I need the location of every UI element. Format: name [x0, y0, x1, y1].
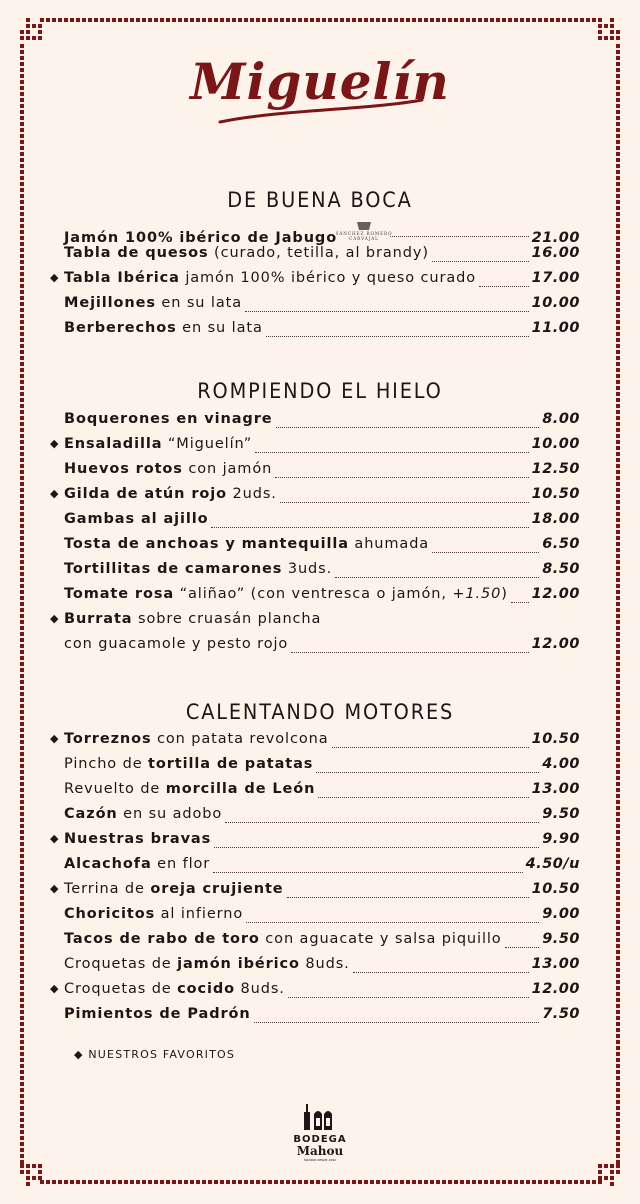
menu-item-price: 17.00 [531, 270, 580, 286]
dot-leader [291, 651, 528, 653]
menu-item-name [64, 881, 284, 897]
menu-item-price: 10.50 [531, 881, 580, 897]
dot-leader [245, 310, 529, 312]
menu-item-text: Tortillitas de camarones [64, 561, 283, 577]
menu-item-name [64, 636, 288, 652]
menu-item-text: Choricitos [64, 906, 156, 922]
dot-leader [335, 576, 539, 578]
menu-item-text: en su adobo [117, 806, 223, 822]
menu-item-text: Gambas al ajillo [64, 511, 209, 527]
favorite-diamond-icon: ◆ [50, 612, 60, 625]
section-title-calentando-motores: CALENTANDO MOTORES [185, 700, 455, 724]
menu-item-text: en su lata [155, 295, 242, 311]
menu-item-text: tortilla de patatas [148, 756, 314, 772]
menu-item-text: jamón ibérico [177, 956, 300, 972]
dot-leader [332, 746, 529, 748]
dot-leader [211, 526, 528, 528]
menu-item-name [64, 956, 350, 972]
sponsor-logo [290, 1102, 350, 1162]
menu-item-name [64, 536, 429, 552]
menu-item [50, 486, 580, 508]
menu-item-text: 8uds. [235, 981, 285, 997]
menu-item-text: Mejillones [64, 295, 156, 311]
menu-item-text: Tosta de anchoas y mantequilla [64, 536, 349, 552]
menu-item-price: 4.50/u [525, 856, 580, 872]
menu-item-name [64, 436, 252, 452]
dot-leader [213, 871, 522, 873]
dot-leader [280, 501, 529, 503]
menu-item-price: 9.50 [542, 931, 580, 947]
menu-item-name [64, 295, 242, 311]
menu-item-name [64, 511, 208, 527]
menu-item-price: 9.00 [542, 906, 580, 922]
menu-item-text: 2uds. [226, 486, 277, 502]
menu-item-text: en su lata [176, 320, 263, 336]
favorite-diamond-icon: ◆ [50, 832, 60, 845]
menu-item-name [64, 906, 243, 922]
dot-leader [255, 451, 528, 453]
menu-item [50, 611, 580, 633]
menu-item [64, 856, 580, 878]
dot-leader [353, 971, 529, 973]
menu-item-price: 12.00 [531, 586, 580, 602]
menu-item-text: ahumada [348, 536, 430, 552]
menu-item-name [64, 806, 222, 822]
menu-item-price: 8.00 [542, 411, 580, 427]
menu-item-text: con jamón [182, 461, 273, 477]
menu-item [50, 881, 580, 903]
dot-leader [287, 896, 529, 898]
favorites-legend [74, 1048, 235, 1061]
menu-item-text: Croquetas de [64, 981, 178, 997]
menu-item-text: morcilla de León [165, 781, 316, 797]
menu-item-name [64, 856, 210, 872]
dot-leader [432, 260, 529, 262]
dot-leader [246, 921, 539, 923]
section-title-rompiendo-el-hielo: ROMPIENDO EL HIELO [197, 379, 443, 403]
favorite-diamond-icon: ◆ [50, 271, 60, 284]
dot-leader [432, 551, 539, 553]
menu-item-name [64, 411, 273, 427]
dot-leader [225, 821, 539, 823]
logo-swash-decoration [216, 92, 426, 132]
menu-item-text: cocido [177, 981, 235, 997]
legend-text: NUESTROS FAVORITOS [88, 1048, 236, 1061]
menu-item-name [64, 731, 329, 747]
menu-item-text: Pimientos de Padrón [64, 1006, 251, 1022]
dot-leader [254, 1021, 540, 1023]
menu-item-text: Gilda de atún rojo [64, 486, 227, 502]
menu-item-price: 10.50 [531, 486, 580, 502]
menu-item-name [64, 781, 315, 797]
menu-item-price: 12.00 [531, 981, 580, 997]
menu-item-text: ) [501, 586, 508, 602]
menu-item-price: 18.00 [531, 511, 580, 527]
favorite-diamond-icon: ◆ [50, 882, 60, 895]
section-title-de-buena-boca: DE BUENA BOCA [227, 188, 413, 212]
menu-item-price: 10.00 [531, 295, 580, 311]
diamond-icon: ◆ [74, 1048, 84, 1061]
menu-item-price: 12.50 [531, 461, 580, 477]
menu-item-text: Jamón 100% ibérico de Jabugo [64, 230, 338, 246]
menu-item-name [64, 611, 321, 627]
menu-item-text: “Miguelín” [162, 436, 253, 452]
menu-item [64, 295, 580, 317]
producer-seal-icon [335, 220, 393, 242]
menu-item [64, 561, 580, 583]
dot-leader [275, 476, 528, 478]
dot-leader [266, 335, 529, 337]
menu-item-text: Tacos de rabo de toro [64, 931, 260, 947]
dot-leader [316, 771, 539, 773]
menu-item-text: Huevos rotos [64, 461, 183, 477]
menu-item [50, 436, 580, 458]
dot-leader [511, 601, 529, 603]
bodega-building-icon [302, 1102, 338, 1130]
menu-item-name [64, 756, 313, 772]
dot-leader [505, 946, 540, 948]
menu-item [50, 831, 580, 853]
favorite-diamond-icon: ◆ [50, 982, 60, 995]
menu-item [64, 536, 580, 558]
menu-item-name [64, 931, 502, 947]
dot-leader [318, 796, 528, 798]
menu-item-price: 8.50 [542, 561, 580, 577]
menu-item-text: Berberechos [64, 320, 177, 336]
menu-item-text: Tabla de quesos [64, 245, 209, 261]
menu-item-text: Burrata [64, 611, 133, 627]
menu-item-price: 16.00 [531, 245, 580, 261]
menu-item-text: con patata revolcona [151, 731, 329, 747]
menu-item-text: jamón 100% ibérico y queso curado [179, 270, 477, 286]
menu-item [64, 931, 580, 953]
menu-item-name [64, 831, 211, 847]
menu-item-name [64, 245, 429, 261]
menu-item-price: 9.50 [542, 806, 580, 822]
seal-line-1: SÁNCHEZ ROMERO [335, 231, 393, 236]
menu-item-price: 9.90 [542, 831, 580, 847]
menu-item-text: Boquerones en vinagre [64, 411, 273, 427]
menu-item-text: Tabla Ibérica [64, 270, 180, 286]
menu-item-name [64, 486, 277, 502]
favorite-diamond-icon: ◆ [50, 732, 60, 745]
menu-item-price: 13.00 [531, 781, 580, 797]
menu-item-price: 10.50 [531, 731, 580, 747]
menu-item-text: (curado, tetilla, al brandy) [208, 245, 429, 261]
menu-item-text: Revuelto de [64, 781, 166, 797]
restaurant-logo: Miguelín [190, 52, 450, 111]
favorite-diamond-icon: ◆ [50, 437, 60, 450]
menu-item-text: +1.50 [452, 586, 502, 602]
menu-item [64, 806, 580, 828]
dot-leader [276, 426, 540, 428]
menu-item [64, 320, 580, 342]
menu-item [50, 270, 580, 292]
sponsor-line-1: BODEGA [293, 1134, 347, 1145]
menu-item [64, 586, 580, 608]
menu-item-text: con aguacate y salsa piquillo [259, 931, 502, 947]
dot-leader [390, 235, 529, 237]
menu-item-name [64, 586, 508, 602]
menu-item [64, 461, 580, 483]
menu-item-name [64, 270, 476, 286]
menu-item-text: Ensaladilla [64, 436, 163, 452]
menu-item-text: Croquetas de [64, 956, 178, 972]
menu-item [50, 731, 580, 753]
menu-item-price: 21.00 [531, 230, 580, 246]
menu-item-name [64, 1006, 251, 1022]
sponsor-line-3: MADRID DESDE 1890 [303, 1158, 337, 1162]
menu-item-price: 13.00 [531, 956, 580, 972]
menu-item-text: Nuestras bravas [64, 831, 212, 847]
menu-item-name [64, 230, 337, 246]
menu-item-price: 4.00 [542, 756, 580, 772]
menu-item-price: 12.00 [531, 636, 580, 652]
seal-line-2: CARVAJAL [349, 236, 379, 241]
menu-item-name [64, 561, 332, 577]
menu-item-text: Cazón [64, 806, 118, 822]
dot-leader [479, 285, 529, 287]
menu-item-name [64, 981, 285, 997]
menu-item [64, 756, 580, 778]
menu-item-text: con guacamole y pesto rojo [64, 636, 289, 652]
menu-item [64, 511, 580, 533]
menu-item [64, 1006, 580, 1028]
menu-item-text: Pincho de [64, 756, 149, 772]
dot-leader [288, 996, 529, 998]
menu-item [64, 245, 580, 267]
menu-item-price: 10.00 [531, 436, 580, 452]
menu-item-price: 6.50 [542, 536, 580, 552]
menu-item-text: sobre cruasán plancha [132, 611, 322, 627]
menu-item-text: 8uds. [299, 956, 350, 972]
menu-item-text: Torreznos [64, 731, 152, 747]
menu-item [50, 981, 580, 1003]
favorite-diamond-icon: ◆ [50, 487, 60, 500]
menu-item [64, 906, 580, 928]
menu-item-text: “aliñao” (con ventresca o jamón, [174, 586, 453, 602]
menu-item [64, 956, 580, 978]
menu-item-price: 7.50 [542, 1006, 580, 1022]
menu-item [64, 411, 580, 433]
menu-item [64, 636, 580, 658]
menu-item [64, 220, 580, 246]
menu-item-text: Terrina de [64, 881, 151, 897]
menu-item-text: 3uds. [282, 561, 333, 577]
dot-leader [214, 846, 539, 848]
menu-item-text: Alcachofa [64, 856, 152, 872]
sponsor-line-2: Mahou [296, 1144, 344, 1158]
menu-item-name [64, 320, 263, 336]
menu-item [64, 781, 580, 803]
menu-item-text: en flor [151, 856, 211, 872]
menu-item-text: oreja crujiente [150, 881, 284, 897]
menu-item-price: 11.00 [531, 320, 580, 336]
menu-item-name [64, 461, 272, 477]
menu-item-text: Tomate rosa [64, 586, 175, 602]
menu-item-text: al infierno [155, 906, 244, 922]
